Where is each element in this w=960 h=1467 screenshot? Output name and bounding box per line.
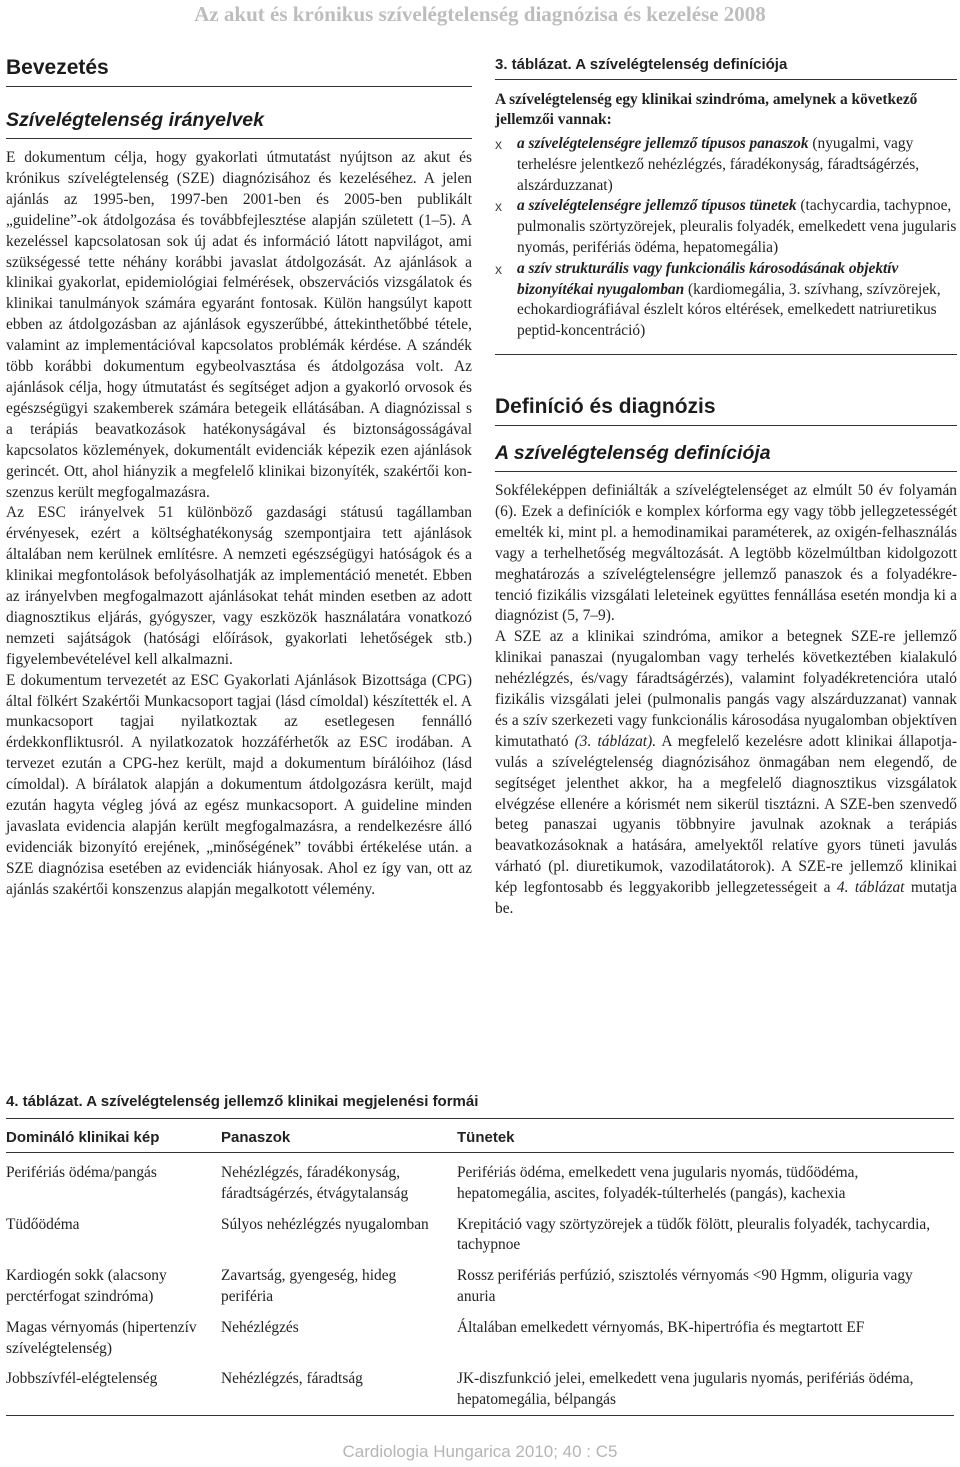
table-cell: Rossz perifériás perfúzió, szisztolés vérnyomás <90 Hgmm, oliguria vagy anuria	[457, 1267, 913, 1305]
table-cell: Nehézlégzés, fáradékonyság, fáradtságérzés, étvágytalanság	[221, 1164, 409, 1202]
table-row	[6, 1361, 954, 1415]
table-cell: Jobbszívfél-elégtelenség	[6, 1361, 221, 1415]
table4-block	[6, 1093, 954, 1416]
table3-list	[495, 134, 957, 342]
table-reference: 4. táblázat	[836, 879, 905, 897]
list-item	[495, 196, 957, 258]
table-cell: Krepitáció vagy szörtyzörejek a tüdők fölött, pleuralis folyadék, tachycardia, tachypnoe	[457, 1215, 931, 1254]
item-lead: a szívelégtelenségre jellemző típusos panaszok	[517, 135, 809, 152]
running-header: Az akut és krónikus szívelégtelenség diagnózisa és kezelése 2008	[194, 2, 766, 26]
table-cell: Perifériás ödéma/pangás	[6, 1164, 157, 1181]
definition-body	[495, 481, 957, 920]
column-header: Panaszok	[221, 1119, 457, 1153]
table-row	[6, 1207, 954, 1259]
paragraph: E dokumentum célja, hogy gyakorlati útmutatást nyújtson az akut és krónikus szívelégtelenség (SZE) diagnózisához és kezeléséhez. A jelen ajánlás az 1995-ben, 1997-ben 2001-ben és 2005-ben publikált „guideline”-ok átdolgozása és továbbfejlesztése alapján született (1–5). A kezeléssel kapcsolatosan sok új adat és információ látott napvilágot, ami szükségessé tette néhány korábbi javaslat átdolgozását. Az ajánlások a klinikai gyakorlat, epidemiológiai felmérések, obszervációs vizsgálatok és klinikai tanulmányok számára egyaránt fontosak. Külön hangsúlyt kapott ebben az átdolgozásban az ajánlások egyszerűbbé, áttekinthetőbbé tétele, valamint az implementációval kapcsolatos problémák kérdése. A szándék több korábbi dokumentum egybeolvasztása és átdolgozása volt. Az ajánlások célja, hogy útmutatást és segítséget adjon a gyakorló orvosok és egészségügyi szakemberek számára betegeik ellátásában. A diagnózissal s a terápiás beavatkozások hatékonyságával és biztonságosságával kapcsolatos közlemények, dokumentált evidenciák képezik ezen ajánlások gerincét. Ott, ahol hiányzik a megfelelő klinikai bizonyíték, szakértői konszenzus került megfogalmazásra.	[6, 149, 472, 501]
subsection-rule	[495, 471, 957, 472]
section-rule	[6, 86, 472, 87]
subsection-rule	[6, 138, 472, 139]
table-row	[6, 1153, 954, 1207]
column-header: Tünetek	[457, 1119, 954, 1153]
table-cell: Általában emelkedett vérnyomás, BK-hipertrófia és megtartott EF	[457, 1318, 865, 1336]
table-row	[6, 1310, 954, 1362]
running-footer: Cardiologia Hungarica 2010; 40 : C5	[342, 1442, 618, 1461]
table-cell: Magas vérnyomás (hipertenzív szívelégtelenség)	[6, 1318, 197, 1357]
item-text: (kardiomegália, 3. szívhang, szívzörejek, echokardiográfiával észlelt kóros eltérések, emelkedett natriuretikus peptid-koncentráció)	[517, 280, 941, 340]
right-column	[495, 56, 957, 920]
section-title-definition: Definíció és diagnózis	[495, 394, 716, 418]
paragraph: Az ESC irányelvek 51 különböző gazdasági státusú tagállamban érvényesek, ezért a költséghatékonyság szempontjaira tett ajánlások általában nem kerülnek említésre. A nemzeti egészségügyi hatóságok és a klinikai megfontolások befolyásolhatják az implementáció menetét. Ebben az irányelvben megfogalmazott ajánlásokat tehát minden esetben az adott diagnosztikus eljárás, gyógyszer, vagy eszközök használatára vonatkozó nemzeti sajátságok (hatósági előírások, gyakorlati lehetőségek stb.) figyelembevételével kell alkalmazni.	[6, 504, 472, 668]
table-row	[6, 1258, 954, 1310]
paragraph: E dokumentum tervezetét az ESC Gyakorlati Ajánlások Bizottsága (CPG) által fölkért Szakértői Munkacsoport tagjai (lásd címoldal) készítették el. A munkacsoport tagjai nyilatkoztak az esetlegesen fennálló érdekkonfliktusról. A nyilatkozatok hozzáférhetők az ESC irodában. A tervezet ezután a CPG-hez került, majd a dokumentum bírálóihoz (lásd címoldal). A bírálatok alapján a dokumentum átdolgozásra került, majd ezután hagyta végleg jóvá az egész munkacsoport. A guideline minden javaslata evidencia alapján került megfogalmazásra, a rendelkezésre álló evidenciák bizonyító erejének, „minőségének” további értékelése után. a SZE diagnózisa esetében az evidenciák hiányosak. Ahol ez így van, ott az ajánlás szakértői konszenzus alapján megalkotott vélemény.	[6, 671, 472, 898]
cross-bullet-icon: x	[495, 136, 502, 152]
column-header: Domináló klinikai kép	[6, 1119, 221, 1153]
paragraph: Sokféleképpen definiálták a szívelégtelenséget az elmúlt 50 év folyamán (6). Ezek a definíciók e komplex kórforma egy vagy több jellegzetességét emelték ki, mint pl. a hemodinamikai paraméterek, az oxigén-felhasználás vagy a terhelhetőség megváltozását. A legtöbb közelmúltban kidolgozott meghatározás a szívelégtelenségre jellemző panaszok és a folyadékretenció fizikális vizsgálati leleteinek együttes fennállása esetén mondja ki a diagnózist (5, 7–9).	[495, 481, 957, 625]
item-lead: a szívelégtelenségre jellemző típusos tünetek	[517, 197, 797, 215]
table-cell: Tüdőödéma	[6, 1215, 80, 1233]
table-cell: Perifériás ödéma, emelkedett vena jugularis nyomás, tüdőödéma, hepatomegália, ascites, folyadék-túlterhelés (pangás), kachexia	[457, 1164, 859, 1202]
list-item	[495, 259, 957, 342]
table-cell: Súlyos nehézlégzés nyugalomban	[221, 1215, 429, 1233]
table4-caption: 4. táblázat. A szívelégtelenség jellemző klinikai megjelenési formái	[6, 1093, 479, 1110]
item-text: (tachycardia, tachypnoe, pulmonalis szörtyzörejek, pleuralis folyadék, emelkedett vena jugularis nyomás, perifériás ödéma, hepatomegália)	[517, 197, 957, 256]
table-cell: Zavartság, gyengeség, hideg periféria	[221, 1267, 397, 1305]
table-cell: JK-diszfunkció jelei, emelkedett vena jugularis nyomás, perifériás ödéma, hepatomegália, bélpangás	[457, 1361, 954, 1415]
item-lead: a szív strukturális vagy funkcionális károsodásának objektív bizonyítékai nyugalomban	[517, 259, 899, 298]
table-cell: Kardiogén sokk (alacsony perctérfogat szindróma)	[6, 1267, 167, 1305]
text-run: mutatja be.	[495, 879, 958, 918]
table-cell: Nehézlégzés, fáradtság	[221, 1361, 457, 1415]
section-rule	[495, 425, 957, 426]
subsection-title-definition: A szívelégtelenség definíciója	[495, 441, 771, 464]
table-header-row	[6, 1119, 954, 1153]
table3-caption: 3. táblázat. A szívelégtelenség definíciója	[495, 56, 788, 73]
table3-rule	[495, 79, 957, 80]
table3-box	[495, 90, 957, 342]
list-item	[495, 134, 957, 196]
text-run: A megfelelő kezelésre adott klinikai állapotjavulás a szívelégtelenség diagnózisához önmagában nem elegendő, de segítséget jelenthet akkor, ha a megfelelő diagnosztikus vizsgálatok elvégzése ellenére a kórismét nem sikerül tisztázni. A SZE-ben szenvedő beteg panaszai ugyanis többnyire javulnak azoknak a terápiás beavatkozásoknak a hatására, amelyektől relatíve gyors tüneti javulás várható (pl. diuretikumok, vazodilatátorok). A SZE-re jellemző klinikai kép legfontosabb és leggyakoribb jellegzetességeit a	[495, 732, 958, 897]
left-column	[6, 56, 472, 901]
subsection-title-guidelines: Szívelégtelenség irányelvek	[6, 109, 264, 131]
item-text: (nyugalmi, vagy terhelésre jelentkező nehézlégzés, fáradékonyság, fáradtságérzés, alszárduzzanat)	[517, 135, 920, 194]
paragraph	[495, 627, 957, 920]
cross-bullet-icon: x	[495, 260, 502, 277]
intro-body	[6, 148, 472, 901]
table3-intro: A szívelégtelenség egy klinikai szindróma, amelynek a következő jellemzői vannak:	[495, 91, 918, 128]
table3-bottom-rule	[495, 354, 957, 355]
table-reference: (3. táblázat).	[574, 732, 657, 750]
table-cell: Nehézlégzés	[221, 1318, 299, 1336]
table4	[6, 1118, 954, 1416]
cross-bullet-icon: x	[495, 198, 502, 215]
text-run: A SZE az a klinikai szindróma, amikor a betegnek SZE-re jellemző klinikai panaszai (nyugalomban vagy terhelés következtében kialakuló nehézlégzés, és/vagy fáradtságérzés), valamint folyadékretencióra utaló fizikális vizsgálati jelei (pulmonalis pangás vagy alszárduzzanat) vannak és a szív szerkezeti vagy funkcionális károsodása nyugalomban objektíven kimutatható	[495, 628, 957, 750]
section-title-introduction: Bevezetés	[6, 56, 109, 79]
